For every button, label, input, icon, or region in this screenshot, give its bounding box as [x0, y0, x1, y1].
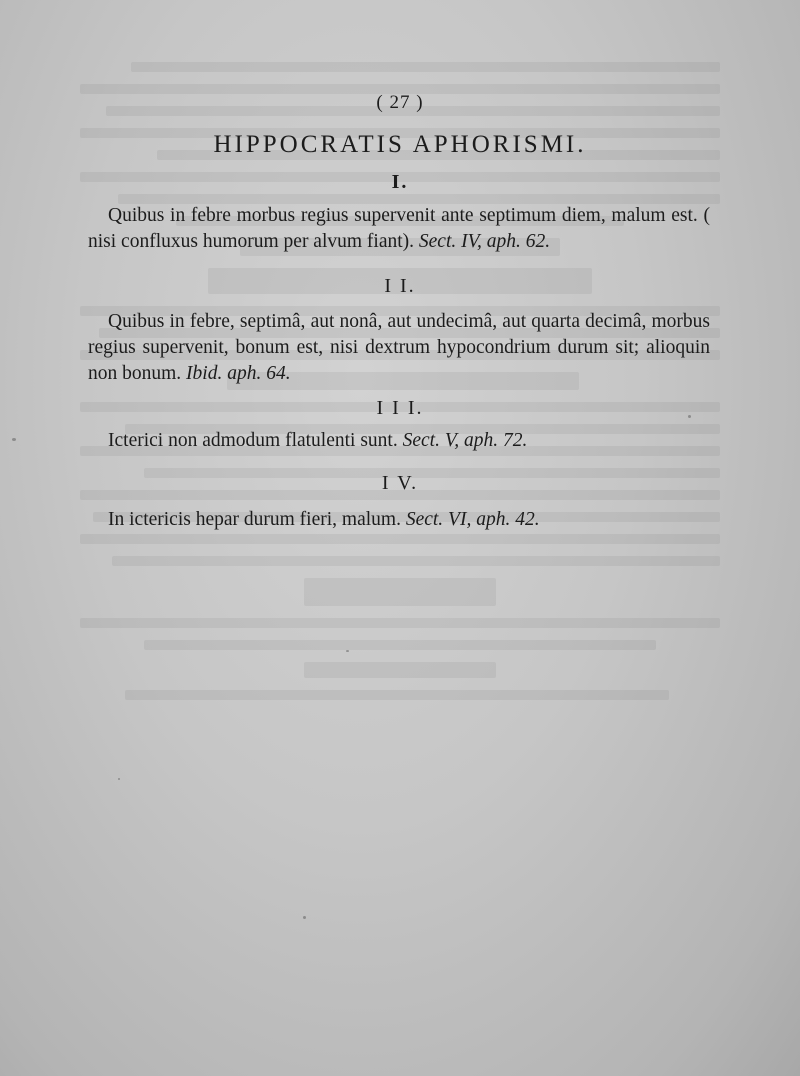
paper-speck — [346, 650, 349, 652]
aphorism-3 — [108, 428, 708, 454]
aphorism-numeral-1: I. — [391, 171, 409, 193]
aphorism-numeral-2: I I. — [384, 275, 416, 297]
aphorism-4-reference: Sect. VI, aph. 42. — [405, 509, 540, 530]
aphorism-1-reference: Sect. IV, aph. 62. — [418, 231, 551, 252]
aphorism-numeral-4: I V. — [381, 472, 419, 494]
paper-speck — [688, 415, 691, 418]
aphorism-numeral-3: I I I. — [376, 397, 424, 419]
aphorism-3-text: Icterici non admodum flatulenti sunt. — [108, 430, 398, 451]
page-title: HIPPOCRATIS APHORISMI. — [213, 131, 587, 158]
aphorism-2-reference: Ibid. aph. 64. — [186, 363, 291, 384]
paper-speck — [303, 916, 306, 919]
aphorism-2 — [88, 309, 710, 387]
paper-speck — [12, 438, 16, 441]
aphorism-3-reference: Sect. V, aph. 72. — [402, 430, 528, 451]
paper-speck — [118, 778, 120, 780]
page-number: ( 27 ) — [376, 92, 424, 113]
aphorism-1-text: Quibus in febre morbus regius supervenit ante septimum diem, malum est. ( nisi confluxus humorum per alvum fiant). — [88, 205, 710, 252]
aphorism-1 — [88, 203, 710, 255]
aphorism-2-text: Quibus in febre, septimâ, aut nonâ, aut undecimâ, aut quarta decimâ, morbus regius supervenit, bonum est, nisi dextrum hypocondrium durum sit; alioquin non bonum. — [88, 311, 710, 384]
aphorism-4-text: In ictericis hepar durum fieri, malum. — [108, 509, 401, 530]
aphorism-4 — [108, 507, 708, 533]
